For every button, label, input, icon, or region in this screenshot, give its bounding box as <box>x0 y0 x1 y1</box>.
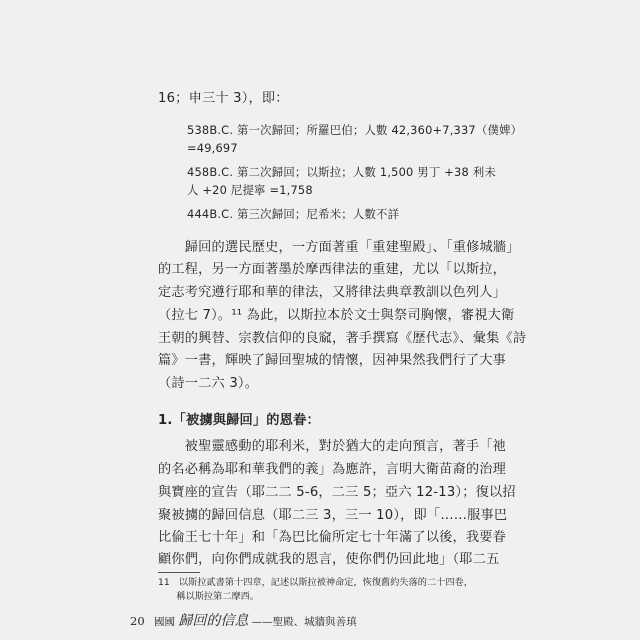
footnote-divider <box>158 572 200 573</box>
list-item: 人 +20 尼提寧 =1,758 <box>187 183 313 197</box>
footnote-line: 稱以斯拉第二摩西。 <box>158 591 260 602</box>
series-prefix: 國國 <box>153 616 175 628</box>
section-heading: 1.「被擄與歸回」的恩眷： <box>158 413 320 428</box>
paragraph-line: 與寶座的宣告（耶二二 5-6，二三 5；亞六 12-13）；復以招 <box>158 485 516 500</box>
paragraph-line: 篇》一書，輝映了歸回聖城的情懷，因神果然我們行了大事 <box>158 353 507 368</box>
list-item: 458B.C. 第二次歸回；以斯拉；人數 1,500 男丁 +38 利未 <box>187 165 496 179</box>
paragraph-line: 的工程，另一方面著墨於摩西律法的重建，尤以「以斯拉， <box>158 262 507 277</box>
paragraph-line: （拉七 7）。¹¹ 為此，以斯拉本於文士與祭司胸懷，審視大衛 <box>158 308 515 323</box>
paragraph-line: 定志考究遵行耶和華的律法，又將律法典章教訓以色列人」 <box>158 285 507 300</box>
paragraph-line: 被聖靈感動的耶利米，對於猶大的走向預言，著手「祂 <box>158 439 507 454</box>
list-item: 444B.C. 第三次歸回；尼希米；人數不詳 <box>187 207 400 221</box>
body-line: 16；申三十 3），即： <box>158 91 289 106</box>
paragraph-line: 聚被擄的歸回信息（耶二三 3，三一 10），即「……服事巴 <box>158 508 508 523</box>
paragraph-line: 歸回的選民歷史，一方面著重「重建聖殿」、「重修城牆」 <box>158 240 520 255</box>
paragraph-line: （詩一二六 3）。 <box>158 376 259 391</box>
series-title: 歸回的信息 <box>178 613 249 629</box>
page-footer <box>130 610 357 630</box>
paragraph-line: 的名必稱為耶和華我們的義」為應許，言明大衛苗裔的治理 <box>158 462 507 477</box>
paragraph-line: 王朝的興替、宗教信仰的良窳，著手撰寫《歷代志》、彙集《詩 <box>158 331 527 346</box>
paragraph-line: 比倫王七十年」和「為巴比倫所定七十年滿了以後，我要眷 <box>158 530 507 545</box>
list-item: =49,697 <box>187 141 238 155</box>
paragraph-line: 顧你們，向你們成就我的恩言，使你們仍回此地」（耶二五 <box>158 552 500 567</box>
series-subtitle: ——聖殿、城牆與善瑱 <box>251 616 357 628</box>
page-number: 20 <box>130 614 145 628</box>
list-item: 538B.C. 第一次歸回；所羅巴伯；人數 42,360+7,337（僕婢） <box>187 123 523 137</box>
footnote-line: 11 以斯拉貳書第十四章，記述以斯拉被神命定，恢復舊約失落的二十四卷， <box>158 577 473 588</box>
